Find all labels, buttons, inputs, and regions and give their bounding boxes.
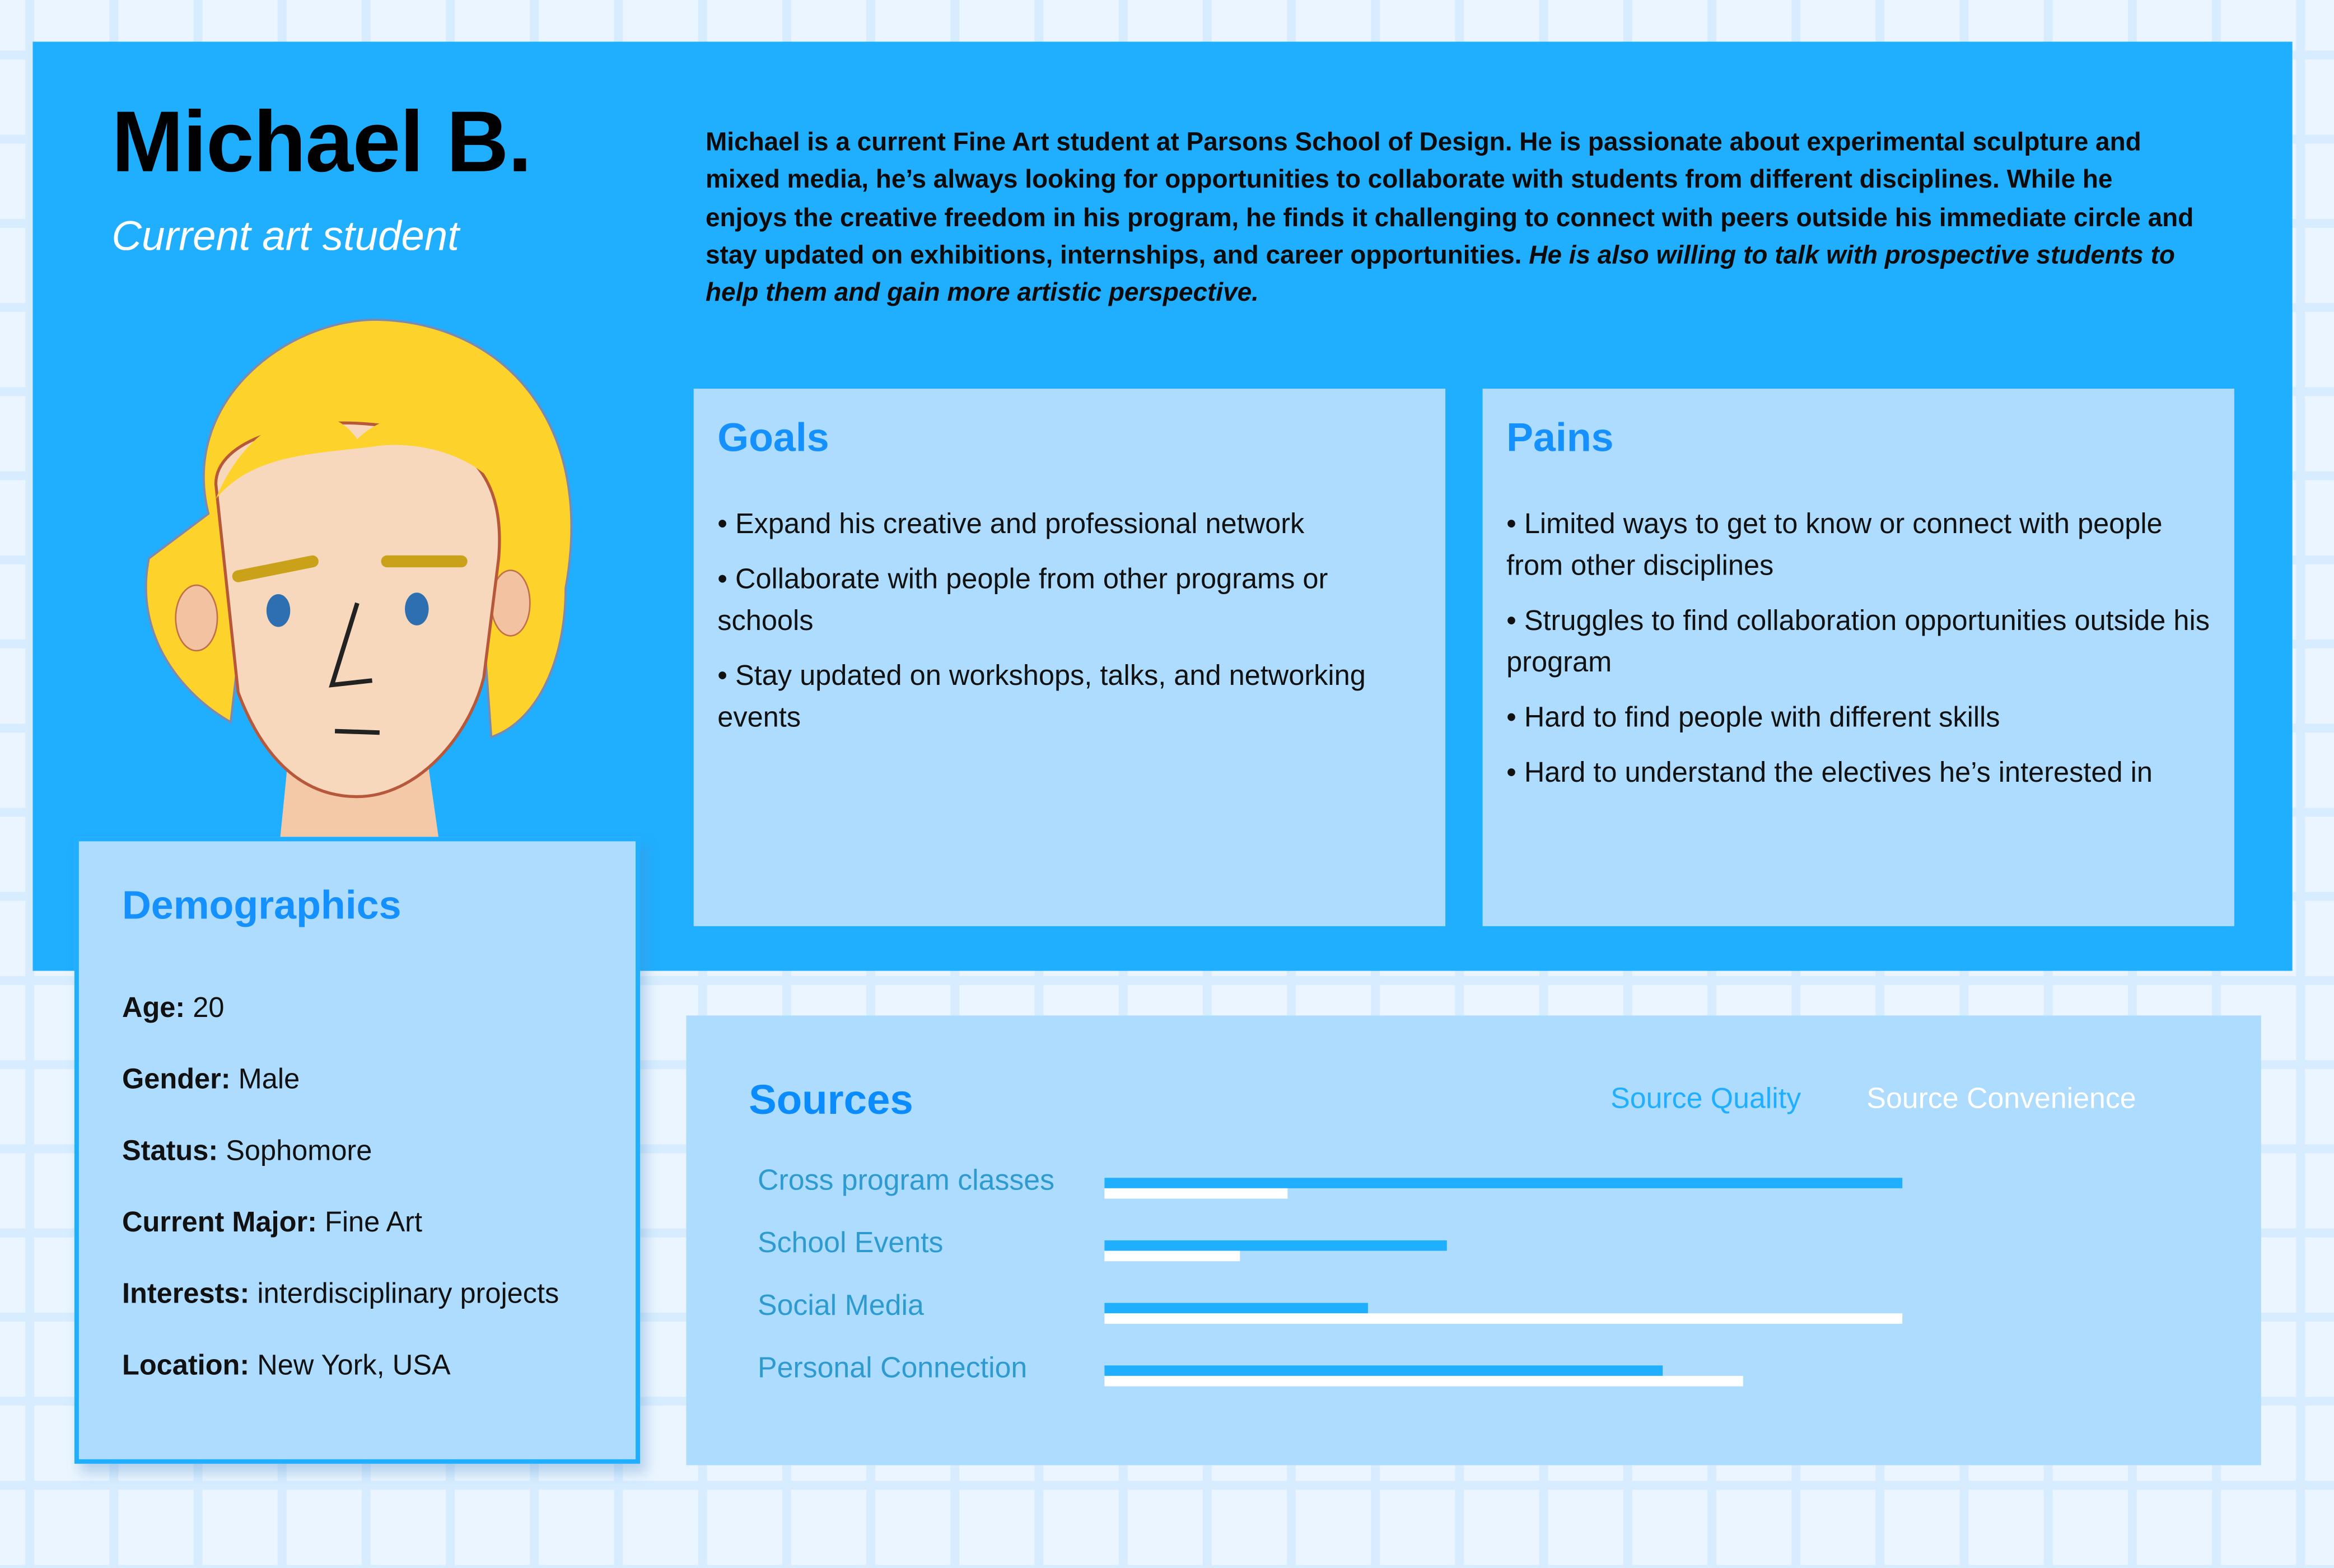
field-label: Interests: (122, 1279, 250, 1310)
pains-card (1483, 389, 2234, 926)
pain-item: • Limited ways to get to know or connect with people from other disciplines (1506, 505, 2214, 588)
goal-item: • Collaborate with people from other programs or schools (717, 560, 1425, 643)
field-label: Location: (122, 1350, 250, 1382)
category-label: Cross program classes (758, 1164, 1055, 1197)
convenience-bar (1104, 1376, 1743, 1387)
pain-item: • Hard to understand the electives he’s interested in (1506, 753, 2214, 795)
legend-source-quality: Source Quality (1611, 1082, 1801, 1116)
field-value: Sophomore (226, 1136, 372, 1168)
field-value: 20 (193, 993, 225, 1025)
persona-name: Michael B. (111, 94, 531, 191)
persona-portrait-illustration (119, 305, 610, 841)
quality-bar (1104, 1365, 1663, 1376)
quality-bar (1104, 1178, 1902, 1188)
pains-list (1506, 505, 2214, 808)
demographics-card (74, 837, 640, 1463)
category-label: Personal Connection (758, 1352, 1028, 1385)
persona-role: Current art student (111, 213, 459, 259)
convenience-bar (1104, 1188, 1288, 1199)
demographic-age (122, 993, 225, 1026)
chart-title: Sources (749, 1076, 913, 1123)
goals-card (694, 389, 1445, 926)
field-label: Status: (122, 1136, 218, 1168)
field-value: Fine Art (324, 1207, 423, 1239)
demographic-interests (122, 1279, 559, 1312)
description-text: Michael is a current Fine Art student at Parsons School of Design. He is passionate about experimental sculpture and mixed media, he’s always looking for opportunities to collaborate with students from different disciplines. While he enjoys the creative freedom in his program, he finds it challenging to connect with peers outside his immediate circle and stay updated on exhibitions, internships, and career opportunities. (705, 127, 2194, 269)
field-label: Current Major: (122, 1207, 317, 1239)
goals-list (717, 505, 1425, 753)
field-value: Male (238, 1065, 300, 1096)
description-emphasis: He is also willing to talk with prospective students to help them and gain more artistic perspective. (705, 239, 2175, 307)
sources-chart (686, 1015, 2261, 1465)
quality-bar (1104, 1240, 1448, 1251)
field-label: Gender: (122, 1065, 231, 1096)
category-label: Social Media (758, 1289, 924, 1323)
goals-title: Goals (717, 415, 829, 460)
demographics-title: Demographics (122, 883, 402, 928)
demographic-status (122, 1136, 372, 1169)
demographic-gender (122, 1065, 300, 1097)
field-value: New York, USA (257, 1350, 451, 1382)
category-label: School Events (758, 1227, 944, 1260)
goal-item: • Expand his creative and professional network (717, 505, 1425, 546)
pain-item: • Struggles to find collaboration opportunities outside his program (1506, 601, 2214, 685)
convenience-bar (1104, 1313, 1902, 1324)
quality-bar (1104, 1303, 1367, 1314)
persona-description (706, 124, 2194, 312)
demographic-location (122, 1351, 451, 1383)
pains-title: Pains (1506, 415, 1614, 460)
field-value: interdisciplinary projects (257, 1279, 559, 1310)
goal-item: • Stay updated on workshops, talks, and networking events (717, 657, 1425, 740)
convenience-bar (1104, 1251, 1240, 1262)
legend-source-convenience: Source Convenience (1866, 1082, 2136, 1116)
field-label: Age: (122, 993, 185, 1025)
demographic-major (122, 1207, 422, 1240)
pain-item: • Hard to find people with different skills (1506, 698, 2214, 740)
